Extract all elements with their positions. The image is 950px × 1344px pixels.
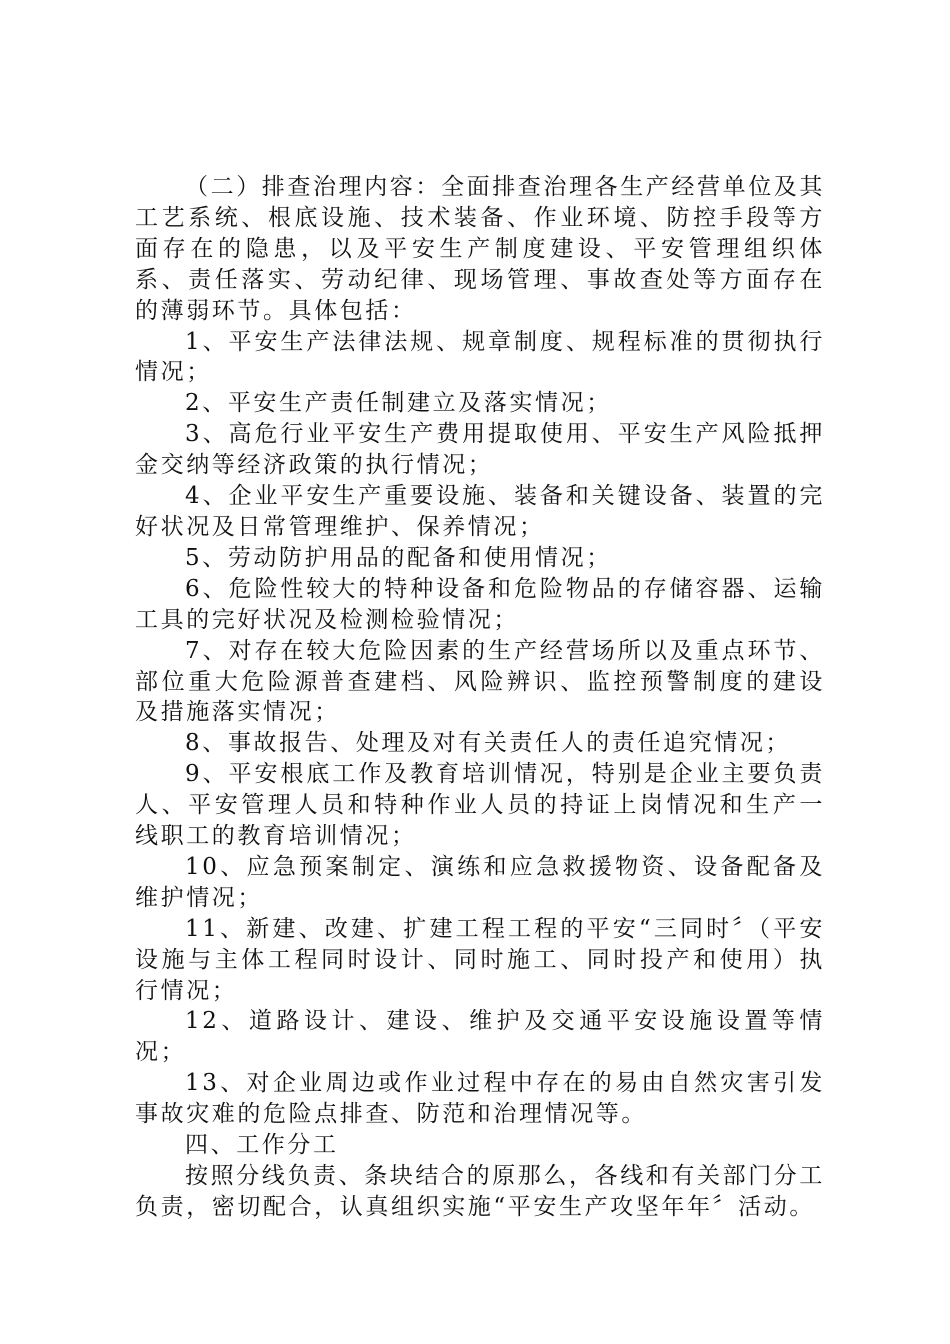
- list-item-8: 8、事故报告、处理及对有关责任人的责任追究情况；: [185, 730, 792, 757]
- list-item-6: 6、危险性较大的特种设备和危险物品的存储容器、运输工具的完好状况及检测检验情况；: [135, 575, 825, 633]
- list-item-13: 13、对企业周边或作业过程中存在的易由自然灾害引发事故灾难的危险点排查、防范和治理情况等。: [135, 1070, 825, 1128]
- list-item-4: 4、企业平安生产重要设施、装备和关键设备、装置的完好状况及日常管理维护、保养情况；: [135, 483, 825, 540]
- paragraph-inspection-content: （二）排查治理内容：全面排查治理各生产经营单位及其工艺系统、根底设施、技术装备、作业环境、防控手段等方面存在的隐患，以及平安生产制度建设、平安管理组织体系、责任落实、劳动纪律、现场管理、事故查处等方面存在的薄弱环节。具体包括：: [135, 174, 825, 324]
- list-item-1: 1、平安生产法律法规、规章制度、规程标准的贯彻执行情况；: [135, 328, 825, 386]
- list-item-3: 3、高危行业平安生产费用提取使用、平安生产风险抵押金交纳等经济政策的执行情况；: [135, 421, 825, 479]
- list-item-7: 7、对存在较大危险因素的生产经营场所以及重点环节、部位重大危险源普查建档、风险辨识、监控预警制度的建设及措施落实情况；: [135, 637, 825, 726]
- list-item-5: 5、劳动防护用品的配备和使用情况；: [185, 544, 612, 571]
- document-body: [135, 172, 825, 1223]
- paragraph-work-division: 按照分线负责、条块结合的原那么，各线和有关部门分工负责，密切配合，认真组织实施“平安生产攻坚年年〞活动。: [135, 1163, 825, 1220]
- section-heading-work-division: 四、工作分工: [185, 1132, 339, 1159]
- list-item-9: 9、平安根底工作及教育培训情况，特别是企业主要负责人、平安管理人员和特种作业人员的持证上岗情况和生产一线职工的教育培训情况；: [135, 761, 825, 850]
- list-item-2: 2、平安生产责任制建立及落实情况；: [185, 390, 612, 417]
- list-item-10: 10、应急预案制定、演练和应急救援物资、设备配备及维护情况；: [135, 853, 825, 911]
- list-item-11: 11、新建、改建、扩建工程工程的平安“三同时〞（平安设施与主体工程同时设计、同时施工、同时投产和使用）执行情况；: [135, 915, 825, 1004]
- list-item-12: 12、道路设计、建设、维护及交通平安设施设置等情况；: [135, 1008, 825, 1066]
